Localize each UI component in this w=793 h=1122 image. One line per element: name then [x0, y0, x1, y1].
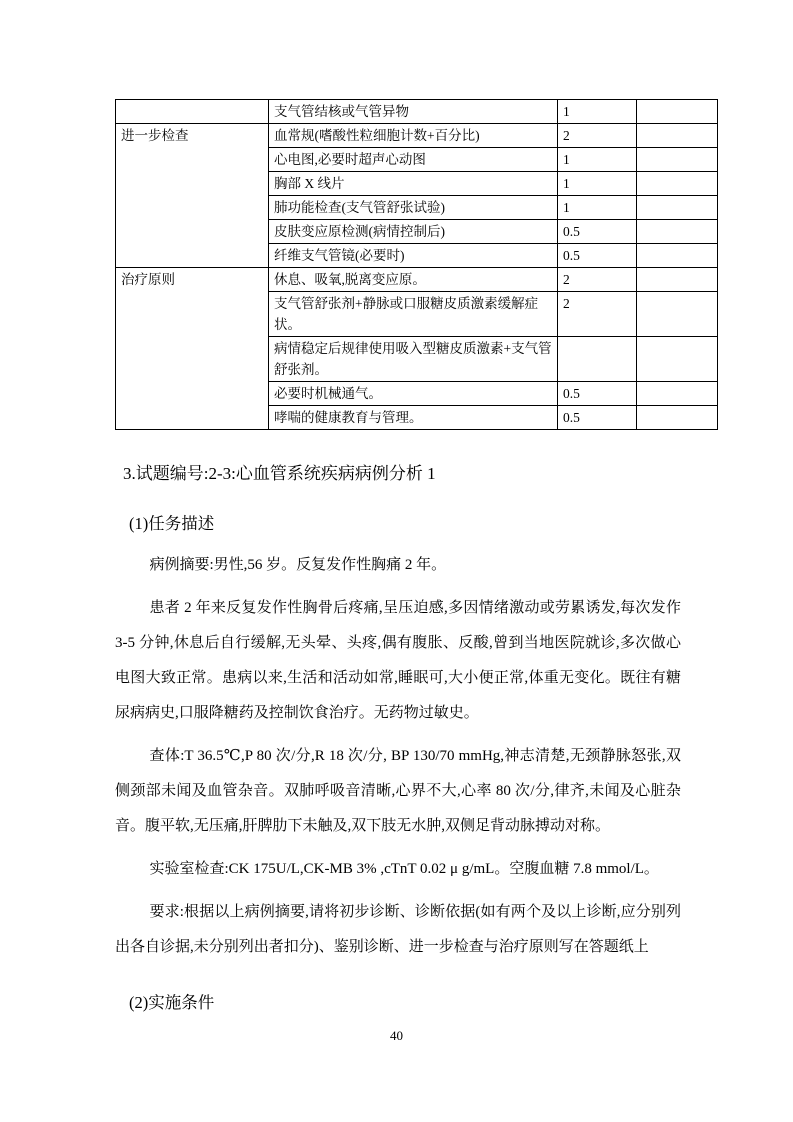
table-row — [116, 100, 718, 124]
table-cell-extra — [637, 292, 718, 337]
table-row — [116, 124, 718, 148]
table-cell-score: 1 — [558, 172, 637, 196]
table-cell-item: 皮肤变应原检测(病情控制后) — [269, 220, 558, 244]
table-cell-score: 0.5 — [558, 382, 637, 406]
table-cell-item: 哮喘的健康教育与管理。 — [269, 406, 558, 430]
table-cell-category: 进一步检查 — [116, 124, 269, 268]
table-cell-item: 休息、吸氧,脱离变应原。 — [269, 268, 558, 292]
table-cell-score: 0.5 — [558, 220, 637, 244]
paragraph-requirements: 要求:根据以上病例摘要,请将初步诊断、诊断依据(如有两个及以上诊断,应分别列出各自诊据,未分别列出者扣分)、鉴别诊断、进一步检查与治疗原则写在答题纸上 — [115, 904, 681, 955]
table-cell-extra — [637, 100, 718, 124]
table-cell-extra — [637, 196, 718, 220]
table-cell-category: 治疗原则 — [116, 268, 269, 430]
table-cell-score — [558, 337, 637, 382]
table-cell-item: 纤维支气管镜(必要时) — [269, 244, 558, 268]
table-cell-extra — [637, 382, 718, 406]
table-row — [116, 268, 718, 292]
table-cell-extra — [637, 220, 718, 244]
table-cell-extra — [637, 268, 718, 292]
table-cell-item: 必要时机械通气。 — [269, 382, 558, 406]
question-heading: 3.试题编号:2-3:心血管系统疾病病例分析 1 — [123, 464, 436, 483]
table-cell-extra — [637, 406, 718, 430]
table-cell-score: 2 — [558, 124, 637, 148]
table-cell-item: 支气管舒张剂+静脉或口服糖皮质激素缓解症状。 — [269, 292, 558, 337]
table-cell-score: 1 — [558, 196, 637, 220]
paragraph-lab-results: 实验室检查:CK 175U/L,CK-MB 3% ,cTnT 0.02 μ g/mL。空腹血糖 7.8 mmol/L。 — [149, 861, 659, 877]
table-cell-score: 2 — [558, 292, 637, 337]
table-cell-item: 胸部 X 线片 — [269, 172, 558, 196]
page-number: 40 — [390, 1028, 403, 1043]
table-cell-score: 1 — [558, 100, 637, 124]
table-cell-score: 0.5 — [558, 406, 637, 430]
section-title-conditions: (2)实施条件 — [129, 993, 215, 1012]
table-cell-extra — [637, 337, 718, 382]
table-cell-score: 1 — [558, 148, 637, 172]
section-title-task: (1)任务描述 — [129, 514, 215, 533]
table-cell-score: 0.5 — [558, 244, 637, 268]
table-cell-extra — [637, 148, 718, 172]
table-cell-item: 心电图,必要时超声心动图 — [269, 148, 558, 172]
paragraph-case-summary: 病例摘要:男性,56 岁。反复发作性胸痛 2 年。 — [149, 557, 447, 573]
score-table — [115, 99, 718, 430]
table-cell-extra — [637, 124, 718, 148]
table-cell-item: 血常规(嗜酸性粒细胞计数+百分比) — [269, 124, 558, 148]
table-cell-category-empty — [116, 100, 269, 124]
table-cell-extra — [637, 244, 718, 268]
table-cell-item: 支气管结核或气管异物 — [269, 100, 558, 124]
table-cell-score: 2 — [558, 268, 637, 292]
table-cell-item: 病情稳定后规律使用吸入型糖皮质激素+支气管舒张剂。 — [269, 337, 558, 382]
table-cell-extra — [637, 172, 718, 196]
paragraph-physical-exam: 查体:T 36.5℃,P 80 次/分,R 18 次/分, BP 130/70 mmHg,神志清楚,无颈静脉怒张,双侧颈部未闻及血管杂音。双肺呼吸音清晰,心界不大,心率 80 次/分,律齐,未闻及心脏杂音。腹平软,无压痛,肝脾肋下未触及,双下肢无水肿,双侧足背动脉搏动对称。 — [115, 748, 681, 834]
paragraph-history: 患者 2 年来反复发作性胸骨后疼痛,呈压迫感,多因情绪激动或劳累诱发,每次发作 3-5 分钟,休息后自行缓解,无头晕、头疼,偶有腹胀、反酸,曾到当地医院就诊,多次做心电图大致正常。患病以来,生活和活动如常,睡眠可,大小便正常,体重无变化。既往有糖尿病病史,口服降糖药及控制饮食治疗。无药物过敏史。 — [115, 600, 681, 721]
table-cell-item: 肺功能检查(支气管舒张试验) — [269, 196, 558, 220]
